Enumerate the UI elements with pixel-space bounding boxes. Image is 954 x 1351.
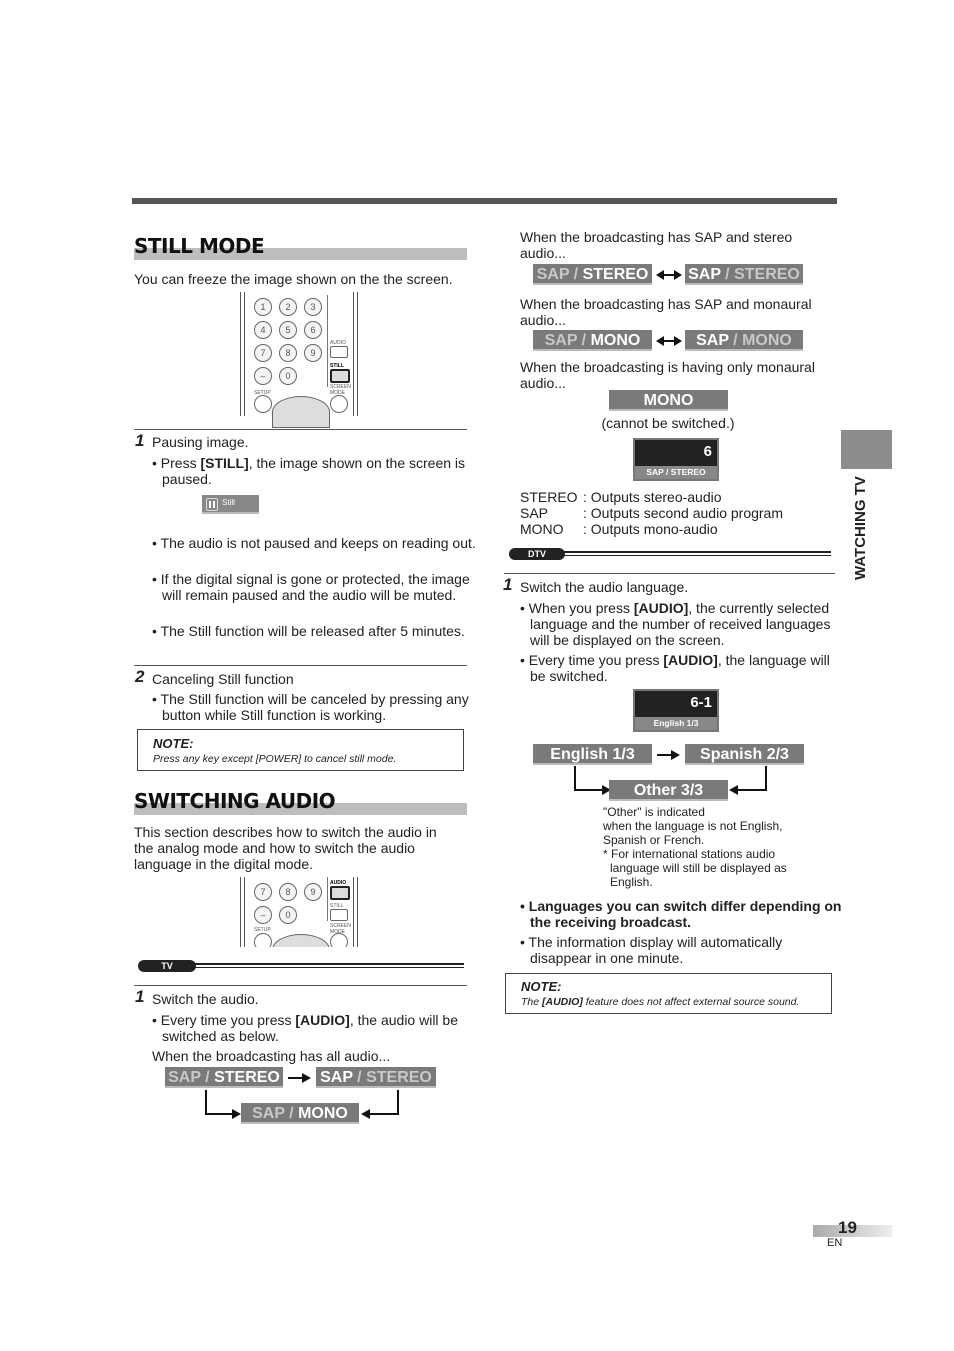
osd-language: English 1/3: [635, 717, 717, 730]
remote-key: 8: [279, 883, 297, 901]
sap-stereo-tag: SAP / STEREO: [533, 264, 652, 285]
still-osd: [202, 495, 259, 514]
setup-label: SETUP: [254, 927, 271, 933]
step-heading: Switch the audio language.: [520, 579, 689, 595]
remote-key: 5: [279, 321, 297, 339]
bullet: • The audio is not paused and keeps on reading out.: [152, 535, 476, 551]
tv-divider: [138, 960, 464, 972]
audio-label: AUDIO: [330, 340, 346, 346]
dpad-up: [272, 396, 330, 428]
pause-icon: [206, 498, 218, 511]
bullet: • Every time you press [AUDIO], the language will be switched.: [520, 652, 830, 684]
step-number: 1: [503, 575, 513, 594]
remote-key: 6: [304, 321, 322, 339]
def-desc: : Outputs mono-audio: [583, 521, 718, 537]
audio-note-box: [505, 973, 832, 1014]
still-label: STILL: [330, 903, 344, 909]
audio-button: [330, 346, 348, 358]
sap-mono-text: When the broadcasting has SAP and monaural audio...: [520, 296, 812, 328]
remote-key: 9: [304, 883, 322, 901]
remote-key: 7: [254, 344, 272, 362]
all-audio-text: When the broadcasting has all audio...: [152, 1048, 391, 1064]
def-term: STEREO: [520, 489, 578, 505]
step-number: 1: [135, 987, 145, 1006]
note-heading: NOTE:: [521, 979, 562, 994]
arrow-return-icon: [200, 1090, 242, 1120]
remote-key: –: [254, 906, 272, 924]
channel-osd: [633, 438, 719, 481]
arrow-right-icon: [657, 748, 681, 762]
page-lang: EN: [827, 1237, 843, 1249]
step-number: 2: [135, 667, 145, 686]
top-rule: [132, 198, 837, 204]
osd-channel: 6: [703, 443, 712, 460]
osd-audio-mode: SAP / STEREO: [635, 466, 717, 479]
mono-tag: MONO: [609, 390, 728, 411]
still-label: STILL: [330, 363, 344, 369]
screen-mode-label: SCREEN MODE: [330, 384, 351, 396]
arrow-return-icon: [568, 766, 612, 796]
switching-audio-title: SWITCHING AUDIO: [134, 789, 336, 813]
remote-key: 2: [279, 298, 297, 316]
other-tag: Other 3/3: [609, 780, 728, 801]
arrow-return-icon: [728, 766, 772, 796]
arrow-return-icon: [360, 1090, 404, 1120]
osd-channel: 6-1: [690, 694, 712, 711]
arrow-both-icon: [656, 334, 682, 348]
sap-stereo-tag: SAP / STEREO: [685, 264, 803, 285]
remote-key: 4: [254, 321, 272, 339]
remote-illustration-still: [240, 292, 358, 416]
note-text: Press any key except [POWER] to cancel still mode.: [153, 753, 397, 765]
sap-mono-tag: SAP / MONO: [241, 1103, 359, 1124]
audio-label: AUDIO: [330, 880, 347, 886]
cannot-switch-text: (cannot be switched.): [601, 415, 735, 431]
switching-intro: This section describes how to switch the audio in the analog mode and how to switch the audio language in the digital mode.: [134, 824, 437, 872]
remote-key: 9: [304, 344, 322, 362]
english-tag: English 1/3: [533, 744, 652, 765]
def-desc: : Outputs stereo-audio: [583, 489, 722, 505]
setup-label: SETUP: [254, 390, 271, 396]
step-heading: Canceling Still function: [152, 671, 294, 687]
bullet: • The information display will automatically disappear in one minute.: [520, 934, 783, 966]
def-term: MONO: [520, 521, 564, 537]
sap-stereo-text: When the broadcasting has SAP and stereo audio...: [520, 229, 793, 261]
other-note: "Other" is indicated when the language is not English, Spanish or French. * For international stations audio language will still be displayed as English.: [603, 805, 787, 889]
remote-key: 0: [279, 367, 297, 385]
remote-illustration-audio: [240, 877, 358, 947]
side-tab-label: WATCHING TV: [852, 476, 869, 580]
def-desc: : Outputs second audio program: [583, 505, 784, 521]
remote-key: 3: [304, 298, 322, 316]
sap-mono-tag: SAP / MONO: [685, 330, 803, 351]
remote-key: 1: [254, 298, 272, 316]
sap-stereo-tag: SAP / STEREO: [316, 1067, 436, 1088]
still-button-highlight: [330, 369, 350, 383]
note-heading: NOTE:: [153, 736, 194, 751]
arrow-both-icon: [656, 268, 682, 282]
still-mode-title: STILL MODE: [134, 234, 265, 258]
bullet: • Every time you press [AUDIO], the audio will be switched as below.: [152, 1012, 459, 1044]
step-heading: Switch the audio.: [152, 991, 259, 1007]
arrow-right-icon: [288, 1071, 312, 1085]
remote-key: 7: [254, 883, 272, 901]
language-osd: [633, 689, 719, 732]
bullet: • The Still function will be released after 5 minutes.: [152, 623, 465, 639]
step-heading: Pausing image.: [152, 434, 249, 450]
still-note-box: [137, 729, 464, 771]
still-osd-label: Still: [222, 498, 235, 507]
note-text: The [AUDIO] feature does not affect external source sound.: [521, 996, 800, 1008]
audio-button-highlight: [330, 886, 350, 900]
side-tab-block: [841, 430, 892, 469]
bullet: • If the digital signal is gone or protected, the image will remain paused and the audio will be muted.: [152, 571, 470, 603]
bullet: • When you press [AUDIO], the currently selected language and the number of received languages will be displayed on the screen.: [520, 600, 831, 648]
bullet: • Languages you can switch differ depending on the receiving broadcast.: [520, 898, 842, 930]
def-term: SAP: [520, 505, 549, 521]
bullet: • The Still function will be canceled by pressing any button while Still function is working.: [152, 691, 469, 723]
spanish-tag: Spanish 2/3: [685, 744, 804, 765]
tv-pill: TV: [138, 960, 196, 972]
remote-key: 0: [279, 906, 297, 924]
sap-mono-tag: SAP / MONO: [533, 330, 652, 351]
dtv-pill: DTV: [509, 548, 565, 560]
mono-only-text: When the broadcasting is having only monaural audio...: [520, 359, 815, 391]
bullet: • Press [STILL], the image shown on the screen is paused.: [152, 455, 466, 487]
screen-mode-label: SCREEN MODE: [330, 923, 351, 935]
remote-key: –: [254, 367, 272, 385]
remote-key: 8: [279, 344, 297, 362]
still-intro: You can freeze the image shown on the the screen.: [134, 271, 453, 287]
page-number: 19: [838, 1218, 857, 1237]
step-number: 1: [135, 431, 145, 450]
sap-stereo-tag: SAP / STEREO: [165, 1067, 283, 1088]
dtv-divider: [509, 548, 831, 560]
